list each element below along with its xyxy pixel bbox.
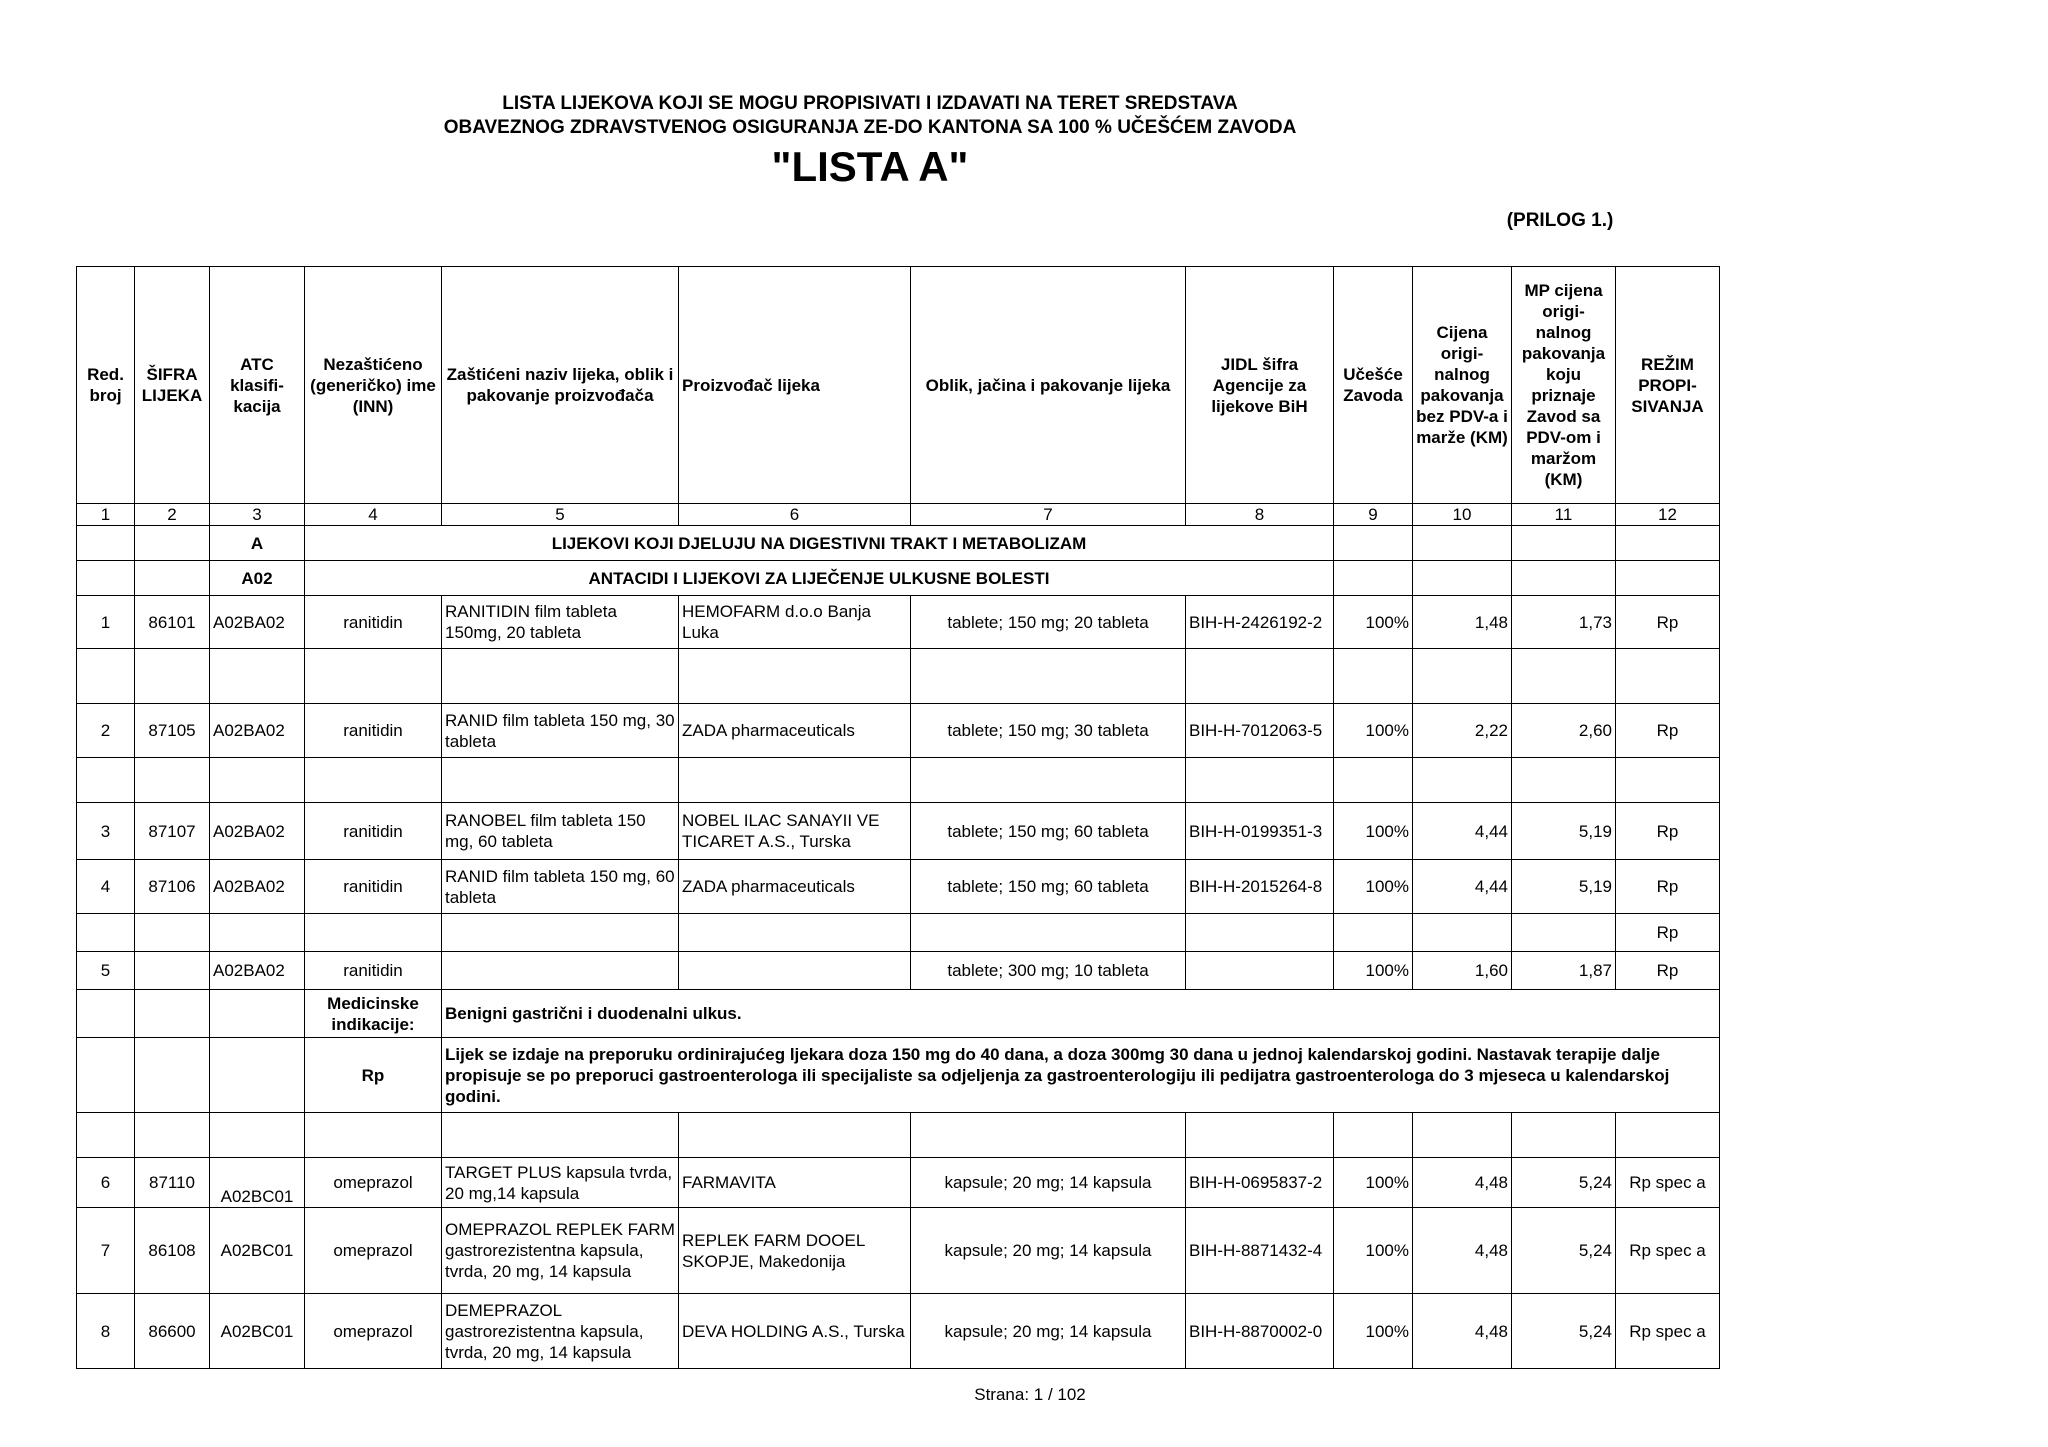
column-number: 6 bbox=[679, 504, 911, 526]
cell-price: 4,44 bbox=[1413, 860, 1512, 914]
cell-share: 100% bbox=[1334, 596, 1413, 649]
cell-inn: ranitidin bbox=[305, 860, 442, 914]
cell-jidl: BIH-H-2015264-8 bbox=[1186, 860, 1334, 914]
regime-note-text: Lijek se izdaje na preporuku ordinirajućeg ljekara doza 150 mg do 40 dana, a doza 300mg 30 dana u jednoj kalendarskoj godini. Nastavak terapije dalje propisuje se po preporuci gastroenterologa ili specijaliste sa odjeljenja za gastroenterologiju ili pedijatra gastroenterologa do 3 mjeseca u kalendarskoj godini. bbox=[442, 1038, 1720, 1113]
cell-jidl: BIH-H-8870002-0 bbox=[1186, 1294, 1334, 1369]
cell-maker: ZADA pharmaceuticals bbox=[679, 704, 911, 758]
cell-inn: omeprazol bbox=[305, 1158, 442, 1208]
cell-regime: Rp bbox=[1616, 596, 1720, 649]
cell-inn: ranitidin bbox=[305, 803, 442, 860]
cell-name: OMEPRAZOL REPLEK FARM gastrorezistentna kapsula, tvrda, 20 mg, 14 kapsula bbox=[442, 1208, 679, 1294]
cell-regime: Rp bbox=[1616, 952, 1720, 990]
column-number-row bbox=[77, 504, 1720, 526]
cell-maker: ZADA pharmaceuticals bbox=[679, 860, 911, 914]
cell-no: 8 bbox=[77, 1294, 135, 1369]
drug-list-table bbox=[76, 266, 1720, 1369]
column-number: 3 bbox=[210, 504, 305, 526]
cell-regime: Rp bbox=[1616, 860, 1720, 914]
cell-price: 4,44 bbox=[1413, 803, 1512, 860]
col-header-share: Učešće Zavoda bbox=[1334, 267, 1413, 504]
cell-jidl: BIH-H-8871432-4 bbox=[1186, 1208, 1334, 1294]
table-row bbox=[77, 596, 1720, 649]
cell-code: 87110 bbox=[135, 1158, 210, 1208]
cell-form: kapsule; 20 mg; 14 kapsula bbox=[911, 1208, 1186, 1294]
cell-code: 86101 bbox=[135, 596, 210, 649]
cell-atc: A02BC01 bbox=[210, 1294, 305, 1369]
table-row bbox=[77, 952, 1720, 990]
table-row bbox=[77, 914, 1720, 952]
cell-code: 86600 bbox=[135, 1294, 210, 1369]
cell-share: 100% bbox=[1334, 860, 1413, 914]
cell-maker: FARMAVITA bbox=[679, 1158, 911, 1208]
table-row bbox=[77, 1208, 1720, 1294]
cell-maker bbox=[679, 952, 911, 990]
cell-regime: Rp spec a bbox=[1616, 1294, 1720, 1369]
cell-mp-price: 5,24 bbox=[1512, 1208, 1616, 1294]
cell-mp-price: 5,24 bbox=[1512, 1294, 1616, 1369]
cell-atc: A02BC01 bbox=[210, 1158, 305, 1208]
cell-mp-price: 1,87 bbox=[1512, 952, 1616, 990]
indications-row bbox=[77, 990, 1720, 1038]
column-number: 8 bbox=[1186, 504, 1334, 526]
cell-name: TARGET PLUS kapsula tvrda, 20 mg,14 kapsula bbox=[442, 1158, 679, 1208]
cell-regime: Rp bbox=[1616, 914, 1720, 952]
column-number: 10 bbox=[1413, 504, 1512, 526]
cell-atc: A02BC01 bbox=[210, 1208, 305, 1294]
cell-no: 7 bbox=[77, 1208, 135, 1294]
cell-price: 1,60 bbox=[1413, 952, 1512, 990]
table-row bbox=[77, 803, 1720, 860]
cell-no: 2 bbox=[77, 704, 135, 758]
cell-jidl: BIH-H-2426192-2 bbox=[1186, 596, 1334, 649]
cell-share: 100% bbox=[1334, 1208, 1413, 1294]
cell-no: 5 bbox=[77, 952, 135, 990]
cell-jidl bbox=[1186, 952, 1334, 990]
section-code: A bbox=[210, 526, 305, 561]
cell-no: 3 bbox=[77, 803, 135, 860]
document-title: "LISTA A" bbox=[771, 143, 969, 190]
col-header-price: Cijena origi-nalnog pakovanja bez PDV-a i marže (KM) bbox=[1413, 267, 1512, 504]
column-number: 7 bbox=[911, 504, 1186, 526]
cell-form: tablete; 150 mg; 30 tableta bbox=[911, 704, 1186, 758]
page-number: Strana: 1 / 102 bbox=[974, 1385, 1086, 1404]
empty-row bbox=[77, 1113, 1720, 1158]
section-title: LIJEKOVI KOJI DJELUJU NA DIGESTIVNI TRAKT I METABOLIZAM bbox=[305, 526, 1334, 561]
section-title: ANTACIDI I LIJEKOVI ZA LIJEČENJE ULKUSNE BOLESTI bbox=[305, 561, 1334, 596]
annex-label: (PRILOG 1.) bbox=[1506, 210, 1614, 231]
cell-price: 1,48 bbox=[1413, 596, 1512, 649]
cell-maker: REPLEK FARM DOOEL SKOPJE, Makedonija bbox=[679, 1208, 911, 1294]
cell-jidl: BIH-H-7012063-5 bbox=[1186, 704, 1334, 758]
cell-inn: ranitidin bbox=[305, 596, 442, 649]
col-header-mp-price: MP cijena origi-nalnog pakovanja koju priznaje Zavod sa PDV-om i maržom (KM) bbox=[1512, 267, 1616, 504]
cell-name: RANOBEL film tableta 150 mg, 60 tableta bbox=[442, 803, 679, 860]
col-header-red-broj: Red. broj bbox=[77, 267, 135, 504]
cell-code: 87105 bbox=[135, 704, 210, 758]
cell-maker: HEMOFARM d.o.o Banja Luka bbox=[679, 596, 911, 649]
cell-share: 100% bbox=[1334, 704, 1413, 758]
indications-text: Benigni gastrični i duodenalni ulkus. bbox=[442, 990, 1720, 1038]
cell-maker: DEVA HOLDING A.S., Turska bbox=[679, 1294, 911, 1369]
cell-inn: ranitidin bbox=[305, 704, 442, 758]
table-row bbox=[77, 860, 1720, 914]
col-header-jidl: JIDL šifra Agencije za lijekove BiH bbox=[1186, 267, 1334, 504]
section-code: A02 bbox=[210, 561, 305, 596]
col-header-inn: Nezaštićeno (generičko) ime (INN) bbox=[305, 267, 442, 504]
cell-mp-price: 5,19 bbox=[1512, 860, 1616, 914]
cell-atc: A02BA02 bbox=[210, 704, 305, 758]
cell-name bbox=[442, 952, 679, 990]
cell-inn: omeprazol bbox=[305, 1294, 442, 1369]
table-row bbox=[77, 1158, 1720, 1208]
cell-form: tablete; 150 mg; 60 tableta bbox=[911, 803, 1186, 860]
cell-share: 100% bbox=[1334, 1158, 1413, 1208]
cell-atc: A02BA02 bbox=[210, 596, 305, 649]
column-number: 1 bbox=[77, 504, 135, 526]
cell-mp-price: 5,19 bbox=[1512, 803, 1616, 860]
empty-row bbox=[77, 649, 1720, 704]
table-header-row bbox=[77, 267, 1720, 504]
cell-form: kapsule; 20 mg; 14 kapsula bbox=[911, 1294, 1186, 1369]
column-number: 12 bbox=[1616, 504, 1720, 526]
cell-price: 4,48 bbox=[1413, 1158, 1512, 1208]
cell-regime: Rp bbox=[1616, 704, 1720, 758]
empty-row bbox=[77, 758, 1720, 803]
cell-name: RANID film tableta 150 mg, 60 tableta bbox=[442, 860, 679, 914]
col-header-sifra: ŠIFRA LIJEKA bbox=[135, 267, 210, 504]
cell-code: 87106 bbox=[135, 860, 210, 914]
cell-mp-price: 1,73 bbox=[1512, 596, 1616, 649]
cell-name: RANITIDIN film tableta 150mg, 20 tableta bbox=[442, 596, 679, 649]
cell-atc: A02BA02 bbox=[210, 803, 305, 860]
cell-code: 86108 bbox=[135, 1208, 210, 1294]
cell-no: 4 bbox=[77, 860, 135, 914]
regime-note-label: Rp bbox=[305, 1038, 442, 1113]
cell-form: tablete; 150 mg; 60 tableta bbox=[911, 860, 1186, 914]
col-header-form: Oblik, jačina i pakovanje lijeka bbox=[911, 267, 1186, 504]
col-header-maker: Proizvođač lijeka bbox=[679, 267, 911, 504]
table-row bbox=[77, 1294, 1720, 1369]
cell-atc: A02BA02 bbox=[210, 860, 305, 914]
column-number: 9 bbox=[1334, 504, 1413, 526]
cell-form: tablete; 300 mg; 10 tableta bbox=[911, 952, 1186, 990]
cell-inn: ranitidin bbox=[305, 952, 442, 990]
cell-share: 100% bbox=[1334, 1294, 1413, 1369]
cell-share: 100% bbox=[1334, 952, 1413, 990]
cell-price: 2,22 bbox=[1413, 704, 1512, 758]
cell-price: 4,48 bbox=[1413, 1294, 1512, 1369]
cell-code bbox=[135, 952, 210, 990]
regime-note-row bbox=[77, 1038, 1720, 1113]
cell-jidl: BIH-H-0199351-3 bbox=[1186, 803, 1334, 860]
heading-line-1: LISTA LIJEKOVA KOJI SE MOGU PROPISIVATI I IZDAVATI NA TERET SREDSTAVA bbox=[502, 93, 1238, 114]
cell-regime: Rp spec a bbox=[1616, 1158, 1720, 1208]
column-number: 4 bbox=[305, 504, 442, 526]
col-header-atc: ATC klasifi-kacija bbox=[210, 267, 305, 504]
column-number: 2 bbox=[135, 504, 210, 526]
col-header-name: Zaštićeni naziv lijeka, oblik i pakovanje proizvođača bbox=[442, 267, 679, 504]
cell-name: DEMEPRAZOL gastrorezistentna kapsula, tvrda, 20 mg, 14 kapsula bbox=[442, 1294, 679, 1369]
cell-form: tablete; 150 mg; 20 tableta bbox=[911, 596, 1186, 649]
cell-jidl: BIH-H-0695837-2 bbox=[1186, 1158, 1334, 1208]
cell-no: 6 bbox=[77, 1158, 135, 1208]
document-heading bbox=[430, 92, 1310, 140]
cell-regime: Rp spec a bbox=[1616, 1208, 1720, 1294]
cell-name: RANID film tableta 150 mg, 30 tableta bbox=[442, 704, 679, 758]
cell-form: kapsule; 20 mg; 14 kapsula bbox=[911, 1158, 1186, 1208]
cell-regime: Rp bbox=[1616, 803, 1720, 860]
cell-share: 100% bbox=[1334, 803, 1413, 860]
cell-price: 4,48 bbox=[1413, 1208, 1512, 1294]
cell-mp-price: 5,24 bbox=[1512, 1158, 1616, 1208]
column-number: 5 bbox=[442, 504, 679, 526]
cell-code: 87107 bbox=[135, 803, 210, 860]
section-row-a02 bbox=[77, 561, 1720, 596]
cell-maker: NOBEL ILAC SANAYII VE TICARET A.S., Turska bbox=[679, 803, 911, 860]
cell-no: 1 bbox=[77, 596, 135, 649]
col-header-regime: REŽIM PROPI-SIVANJA bbox=[1616, 267, 1720, 504]
indications-label: Medicinske indikacije: bbox=[305, 990, 442, 1038]
section-row-a bbox=[77, 526, 1720, 561]
table-row bbox=[77, 704, 1720, 758]
cell-inn: omeprazol bbox=[305, 1208, 442, 1294]
cell-atc: A02BA02 bbox=[210, 952, 305, 990]
cell-mp-price: 2,60 bbox=[1512, 704, 1616, 758]
heading-line-2: OBAVEZNOG ZDRAVSTVENOG OSIGURANJA ZE-DO KANTONA SA 100 % UČEŠĆEM ZAVODA bbox=[443, 117, 1297, 138]
column-number: 11 bbox=[1512, 504, 1616, 526]
